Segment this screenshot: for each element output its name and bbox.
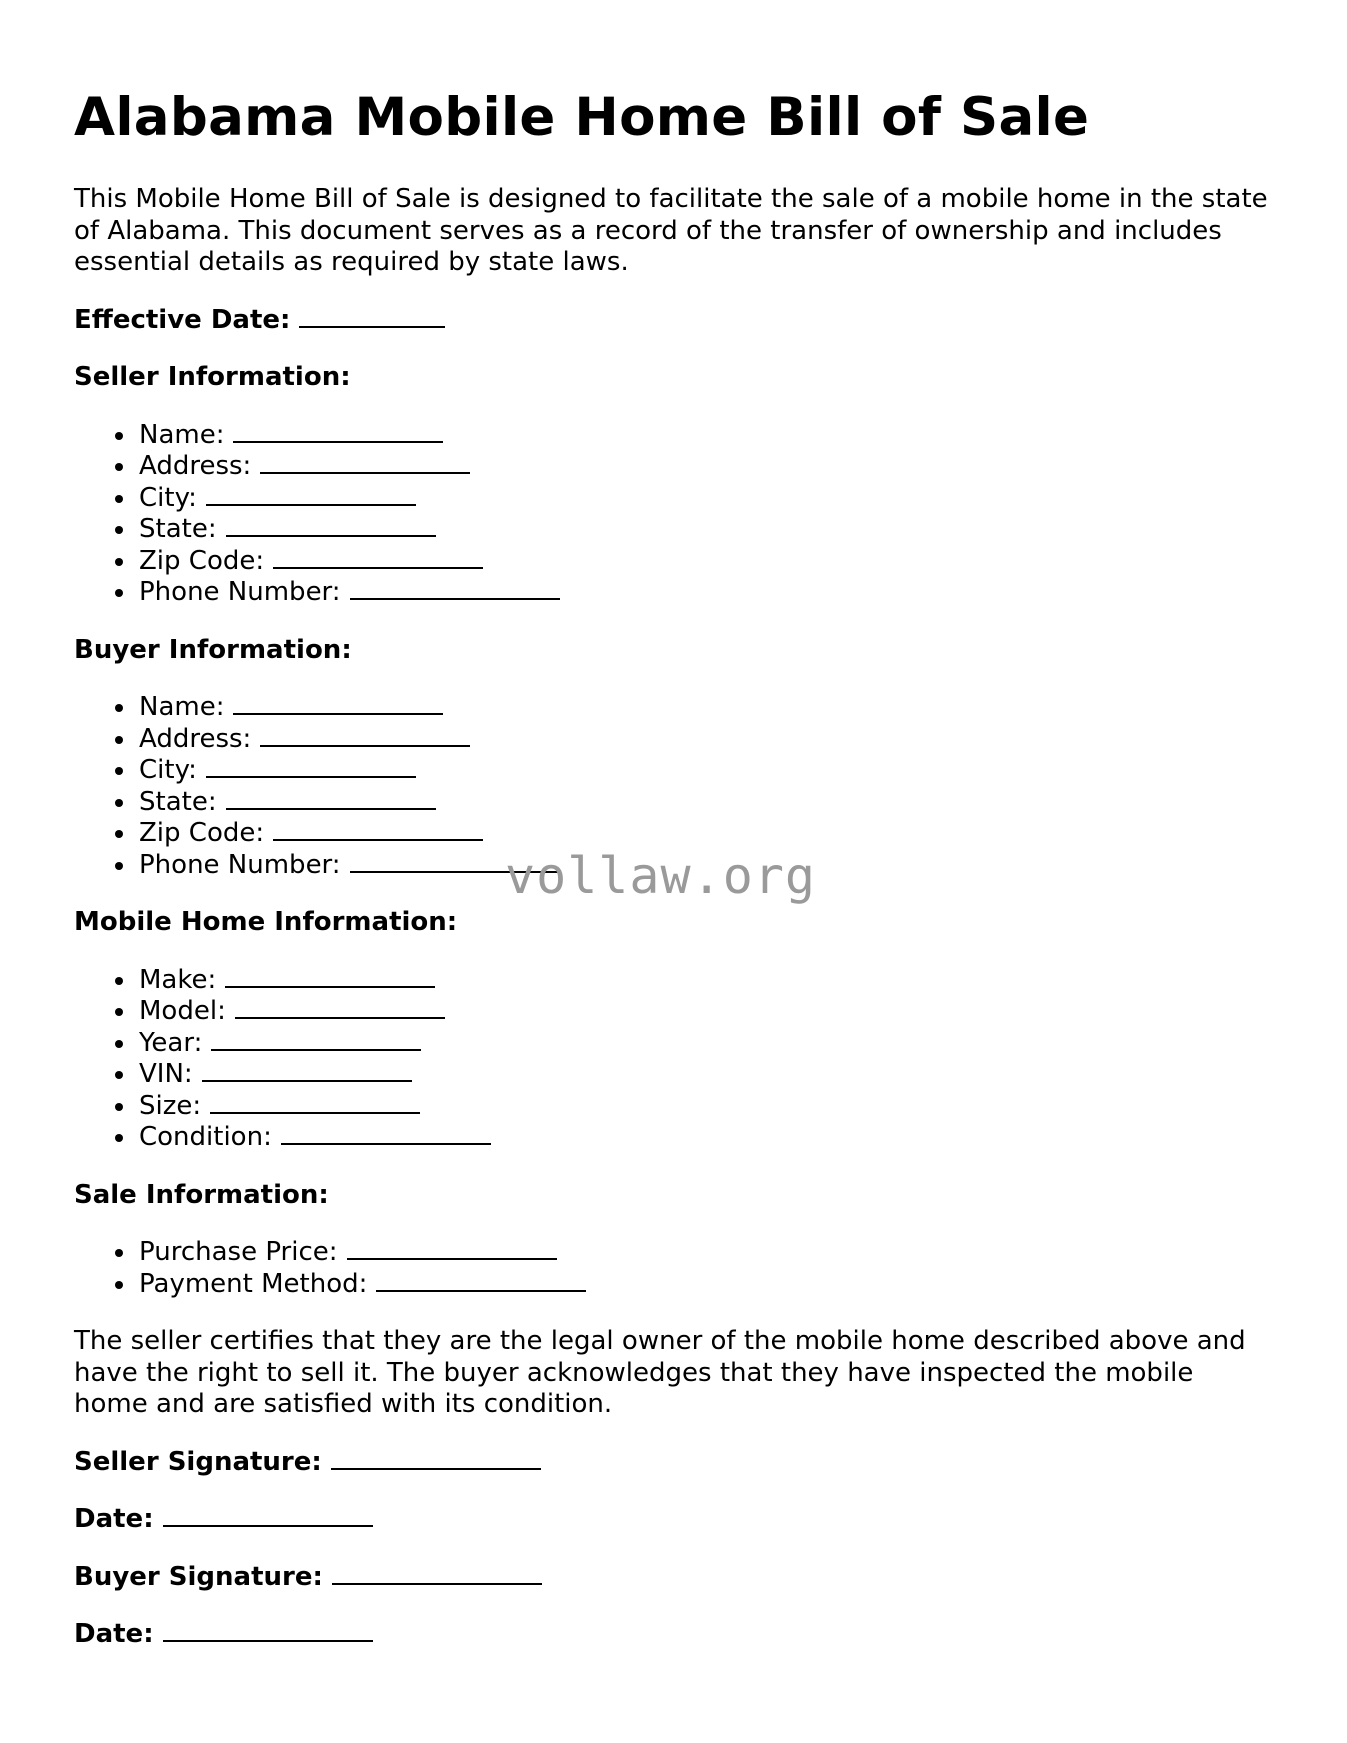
- certification-paragraph: The seller certifies that they are the legal owner of the mobile home described above and have the right to sell it. The buyer acknowledges that they have inspected the mobile home and are satisfied with its condition.: [74, 1326, 1246, 1419]
- size-blank[interactable]: [210, 1112, 420, 1114]
- list-item: [139, 451, 1274, 483]
- list-item: [139, 818, 1274, 850]
- list-item: [139, 787, 1274, 819]
- buyer-city-label: City:: [139, 755, 197, 785]
- intro-paragraph: This Mobile Home Bill of Sale is designed to facilitate the sale of a mobile home in the state of Alabama. This document serves as a record of the transfer of ownership and includes essential details as required by state laws.: [74, 184, 1268, 277]
- buyer-section-heading: Buyer Information:: [74, 634, 352, 665]
- list-item: [139, 483, 1274, 515]
- seller-date-line: [74, 1504, 1274, 1536]
- list-item: [139, 692, 1274, 724]
- buyer-zip-label: Zip Code:: [139, 818, 265, 848]
- watermark: vollaw.org: [505, 847, 817, 905]
- seller-date-blank[interactable]: [163, 1525, 373, 1527]
- list-item: [139, 577, 1274, 609]
- year-label: Year:: [139, 1027, 203, 1058]
- payment-method-blank[interactable]: [376, 1290, 586, 1292]
- buyer-address-label: Address:: [139, 723, 252, 754]
- condition-blank[interactable]: [281, 1143, 491, 1145]
- buyer-name-blank[interactable]: [233, 713, 443, 715]
- effective-date-blank[interactable]: [299, 326, 445, 328]
- buyer-address-blank[interactable]: [260, 745, 470, 747]
- condition-label: Condition:: [139, 1122, 272, 1152]
- seller-city-label: City:: [139, 482, 197, 513]
- make-label: Make:: [139, 964, 217, 995]
- buyer-signature-blank[interactable]: [332, 1583, 542, 1585]
- seller-phone-label: Phone Number:: [139, 577, 341, 607]
- seller-signature-label: Seller Signature:: [74, 1446, 322, 1477]
- list-item: [139, 1028, 1274, 1060]
- seller-phone-blank[interactable]: [350, 598, 560, 600]
- vin-label: VIN:: [139, 1059, 193, 1089]
- year-blank[interactable]: [211, 1049, 421, 1051]
- buyer-phone-label: Phone Number:: [139, 849, 341, 880]
- list-item: [139, 1059, 1274, 1091]
- buyer-zip-blank[interactable]: [273, 839, 483, 841]
- buyer-phone-blank[interactable]: [350, 871, 560, 873]
- model-label: Model:: [139, 996, 226, 1026]
- seller-signature-blank[interactable]: [331, 1468, 541, 1470]
- buyer-state-blank[interactable]: [226, 808, 436, 810]
- effective-date-line: [74, 305, 1274, 337]
- buyer-date-blank[interactable]: [163, 1640, 373, 1642]
- list-item: [139, 996, 1274, 1028]
- purchase-price-blank[interactable]: [347, 1258, 557, 1260]
- buyer-signature-label: Buyer Signature:: [74, 1561, 323, 1592]
- list-item: [139, 1237, 1274, 1269]
- seller-name-blank[interactable]: [233, 441, 443, 443]
- buyer-city-blank[interactable]: [206, 776, 416, 778]
- seller-address-blank[interactable]: [260, 472, 470, 474]
- seller-signature-line: [74, 1447, 1274, 1479]
- mobile-home-field-list: [74, 965, 1274, 1154]
- list-item: [139, 1122, 1274, 1154]
- seller-state-blank[interactable]: [226, 535, 436, 537]
- list-item: [139, 1091, 1274, 1123]
- buyer-signature-line: [74, 1562, 1274, 1594]
- payment-method-label: Payment Method:: [139, 1268, 368, 1299]
- seller-section-heading: Seller Information:: [74, 362, 351, 392]
- make-blank[interactable]: [225, 986, 435, 988]
- bill-of-sale-document: [74, 88, 1274, 1651]
- list-item: [139, 514, 1274, 546]
- seller-zip-label: Zip Code:: [139, 545, 265, 576]
- seller-state-label: State:: [139, 514, 217, 544]
- list-item: [139, 724, 1274, 756]
- sale-section-heading: Sale Information:: [74, 1179, 329, 1210]
- seller-address-label: Address:: [139, 451, 252, 481]
- list-item: [139, 755, 1274, 787]
- list-item: [139, 546, 1274, 578]
- buyer-name-label: Name:: [139, 692, 225, 722]
- list-item: [139, 965, 1274, 997]
- purchase-price-label: Purchase Price:: [139, 1237, 338, 1267]
- seller-city-blank[interactable]: [206, 504, 416, 506]
- buyer-date-line: [74, 1619, 1274, 1651]
- sale-field-list: [74, 1237, 1274, 1300]
- seller-field-list: [74, 420, 1274, 609]
- seller-zip-blank[interactable]: [273, 567, 483, 569]
- model-blank[interactable]: [235, 1017, 445, 1019]
- list-item: [139, 850, 1274, 882]
- size-label: Size:: [139, 1090, 202, 1121]
- seller-name-label: Name:: [139, 419, 225, 450]
- buyer-state-label: State:: [139, 786, 217, 817]
- buyer-field-list: [74, 692, 1274, 881]
- buyer-date-label: Date:: [74, 1619, 154, 1649]
- mobile-home-section-heading: Mobile Home Information:: [74, 907, 458, 937]
- page-title: Alabama Mobile Home Bill of Sale: [74, 87, 1090, 148]
- vin-blank[interactable]: [202, 1080, 412, 1082]
- list-item: [139, 420, 1274, 452]
- seller-date-label: Date:: [74, 1504, 154, 1534]
- list-item: [139, 1269, 1274, 1301]
- effective-date-label: Effective Date:: [74, 304, 291, 335]
